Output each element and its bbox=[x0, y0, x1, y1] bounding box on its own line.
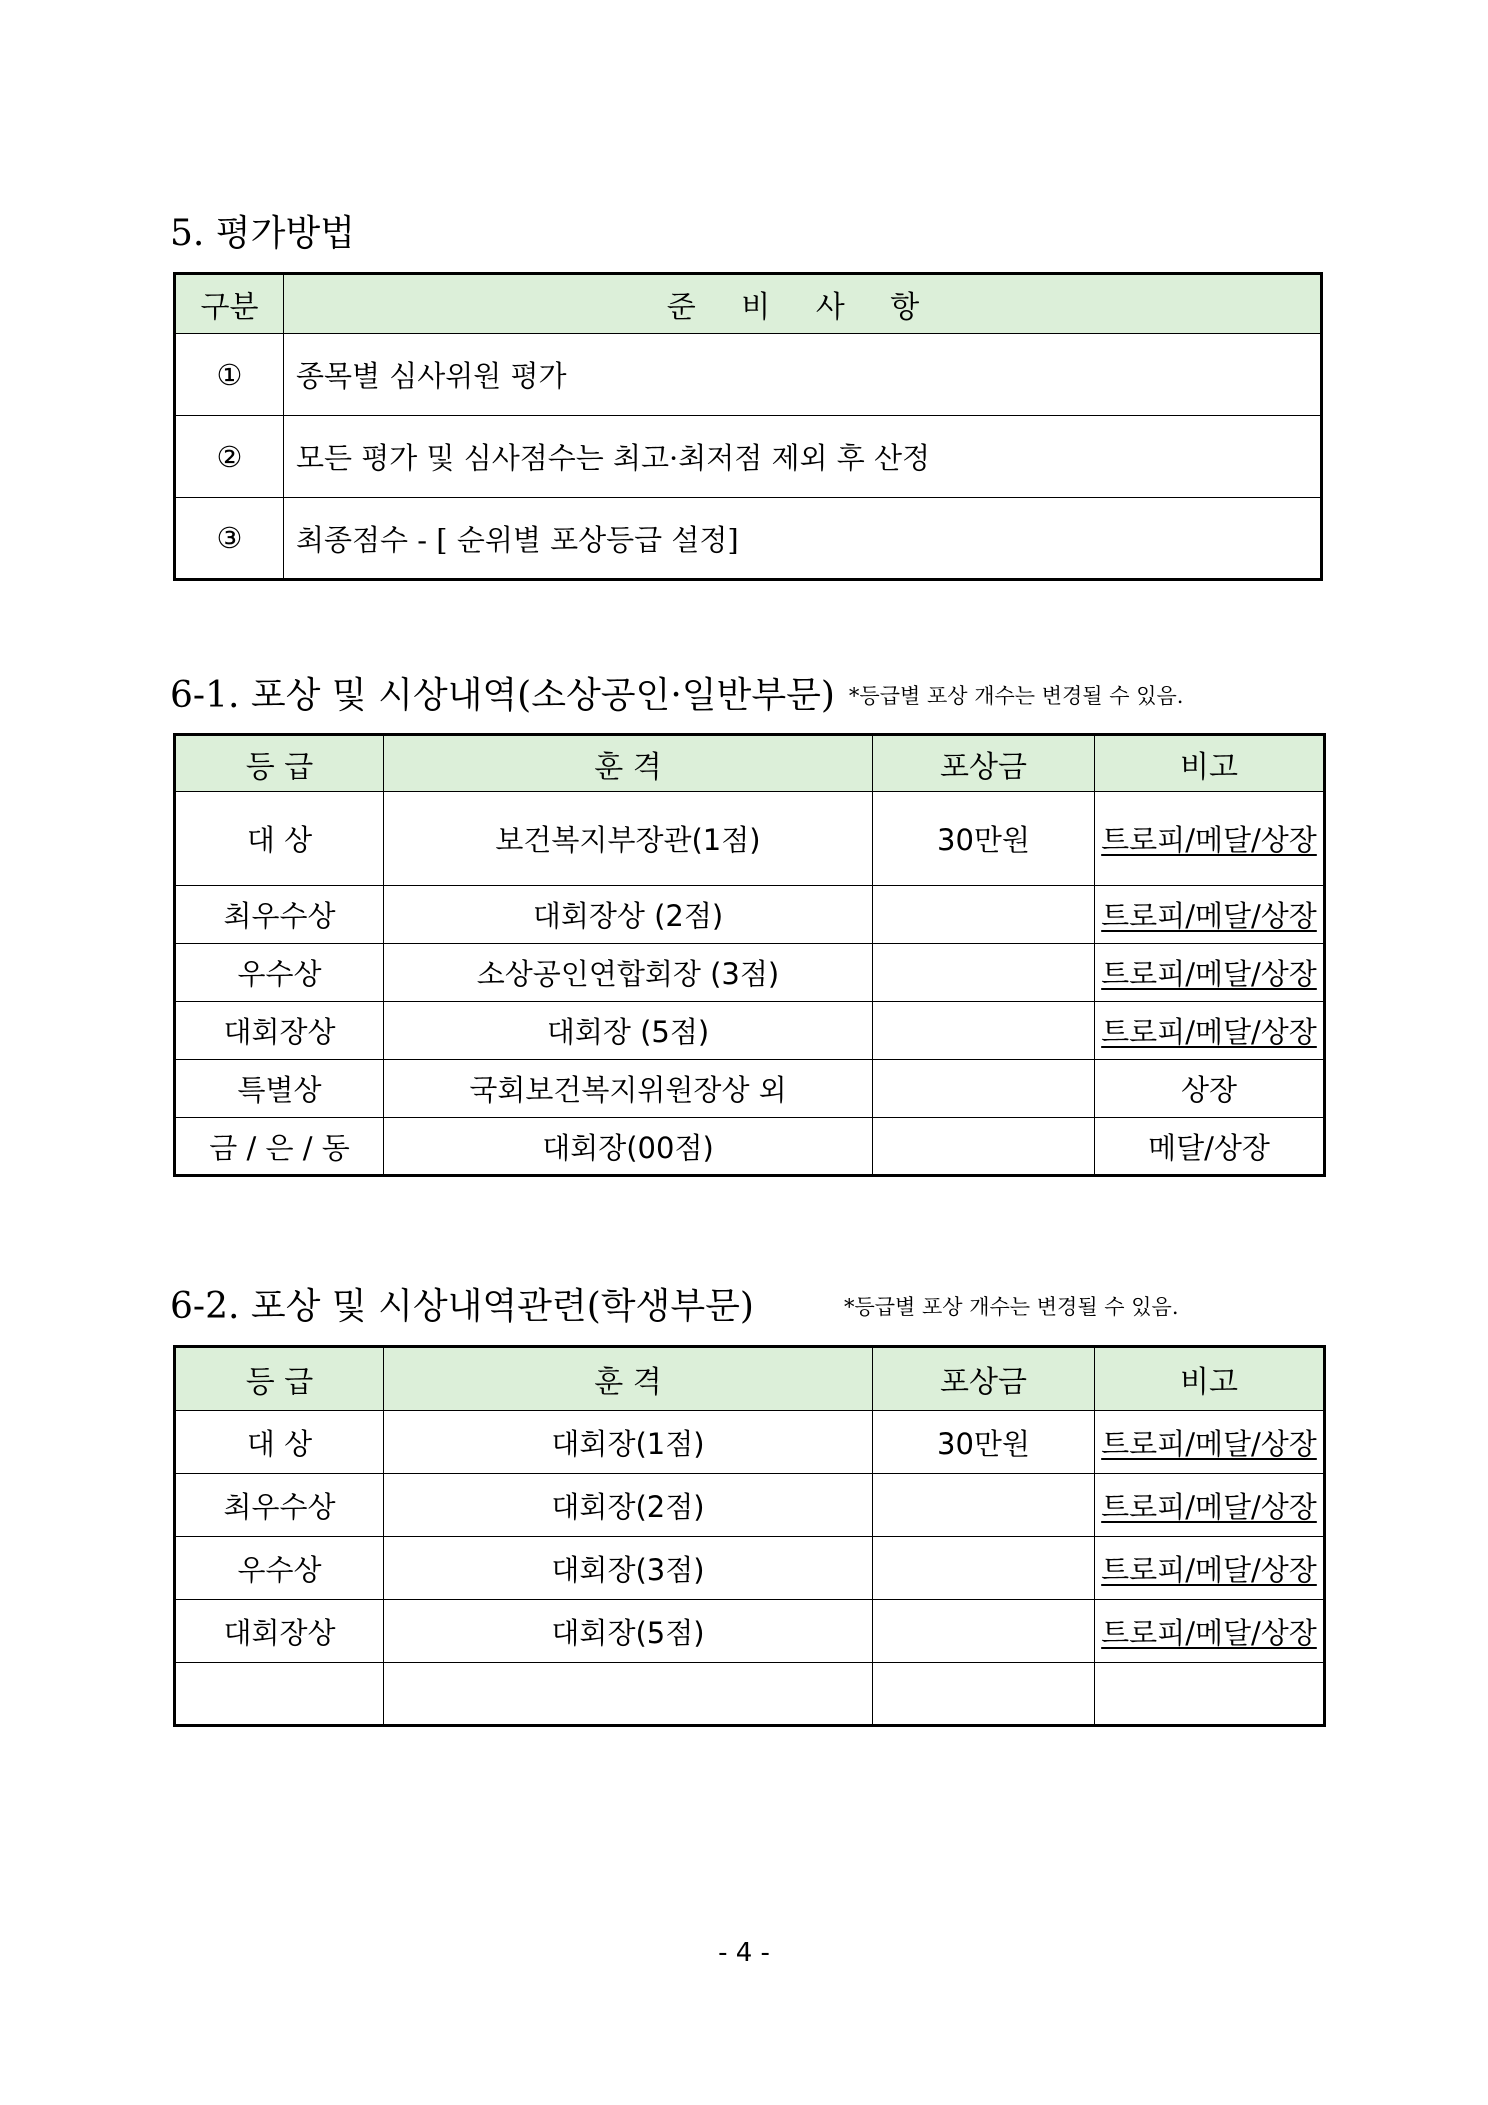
header-honor: 훈 격 bbox=[384, 735, 873, 792]
section-5-title: 5. 평가방법 bbox=[170, 213, 355, 254]
cell-remarks: 트로피/메달/상장 bbox=[1095, 1600, 1325, 1663]
cell-prize-money bbox=[873, 1663, 1095, 1726]
table-row bbox=[175, 1002, 1325, 1060]
header-remarks: 비고 bbox=[1095, 1347, 1325, 1411]
row-number: ② bbox=[175, 416, 284, 498]
section-6-1-title: 6-1. 포상 및 시상내역(소상공인·일반부문) bbox=[170, 675, 835, 716]
cell-remarks bbox=[1095, 1663, 1325, 1726]
cell-remarks: 트로피/메달/상장 bbox=[1095, 1411, 1325, 1474]
row-text: 종목별 심사위원 평가 bbox=[284, 334, 1322, 416]
cell-honor: 대회장(3점) bbox=[384, 1537, 873, 1600]
cell-grade: 우수상 bbox=[175, 944, 384, 1002]
section-6-2-title: 6-2. 포상 및 시상내역관련(학생부문) bbox=[170, 1286, 754, 1327]
table-header-row bbox=[175, 1347, 1325, 1411]
cell-remarks: 트로피/메달/상장 bbox=[1095, 886, 1325, 944]
cell-grade: 대회장상 bbox=[175, 1600, 384, 1663]
cell-remarks: 트로피/메달/상장 bbox=[1095, 1002, 1325, 1060]
cell-grade: 특별상 bbox=[175, 1060, 384, 1118]
cell-honor: 대회장(5점) bbox=[384, 1600, 873, 1663]
cell-remarks: 상장 bbox=[1095, 1060, 1325, 1118]
header-division: 구분 bbox=[175, 274, 284, 334]
cell-honor: 대회장(1점) bbox=[384, 1411, 873, 1474]
table-header-row bbox=[175, 274, 1322, 334]
cell-honor: 대회장상 (2점) bbox=[384, 886, 873, 944]
row-text: 최종점수 - [ 순위별 포상등급 설정] bbox=[284, 498, 1322, 580]
cell-honor: 소상공인연합회장 (3점) bbox=[384, 944, 873, 1002]
cell-prize-money bbox=[873, 944, 1095, 1002]
table-row bbox=[175, 1600, 1325, 1663]
cell-prize-money bbox=[873, 1537, 1095, 1600]
cell-grade bbox=[175, 1663, 384, 1726]
section-6-1-title-line bbox=[170, 667, 1183, 718]
table-row bbox=[175, 334, 1322, 416]
row-text: 모든 평가 및 심사점수는 최고·최저점 제외 후 산정 bbox=[284, 416, 1322, 498]
cell-grade: 대회장상 bbox=[175, 1002, 384, 1060]
cell-prize-money bbox=[873, 886, 1095, 944]
table-row bbox=[175, 944, 1325, 1002]
cell-remarks: 트로피/메달/상장 bbox=[1095, 1537, 1325, 1600]
cell-prize-money bbox=[873, 1600, 1095, 1663]
section-6-2-title-line bbox=[170, 1278, 1179, 1329]
cell-prize-money bbox=[873, 1474, 1095, 1537]
header-remarks: 비고 bbox=[1095, 735, 1325, 792]
table-row-empty bbox=[175, 1663, 1325, 1726]
cell-grade: 최우수상 bbox=[175, 1474, 384, 1537]
table-row bbox=[175, 792, 1325, 886]
header-prize-money: 포상금 bbox=[873, 735, 1095, 792]
table-header-row bbox=[175, 735, 1325, 792]
table-row bbox=[175, 1537, 1325, 1600]
table-row bbox=[175, 1411, 1325, 1474]
table-row bbox=[175, 1118, 1325, 1176]
page-number: - 4 - bbox=[718, 1938, 770, 1968]
award-table-student bbox=[173, 1345, 1326, 1727]
section-6-1-note: *등급별 포상 개수는 변경될 수 있음. bbox=[848, 684, 1184, 708]
cell-grade: 우수상 bbox=[175, 1537, 384, 1600]
header-preparation: 준 비 사 항 bbox=[284, 274, 1322, 334]
header-prize-money: 포상금 bbox=[873, 1347, 1095, 1411]
cell-honor: 국회보건복지위원장상 외 bbox=[384, 1060, 873, 1118]
cell-remarks: 트로피/메달/상장 bbox=[1095, 792, 1325, 886]
header-grade: 등 급 bbox=[175, 735, 384, 792]
cell-prize-money: 30만원 bbox=[873, 1411, 1095, 1474]
table-row bbox=[175, 498, 1322, 580]
cell-grade: 금 / 은 / 동 bbox=[175, 1118, 384, 1176]
cell-honor: 대회장(2점) bbox=[384, 1474, 873, 1537]
award-table-general bbox=[173, 733, 1326, 1177]
table-row bbox=[175, 1474, 1325, 1537]
evaluation-method-table bbox=[173, 272, 1323, 581]
section-6-2-note: *등급별 포상 개수는 변경될 수 있음. bbox=[843, 1295, 1179, 1319]
cell-grade: 최우수상 bbox=[175, 886, 384, 944]
row-number: ③ bbox=[175, 498, 284, 580]
table-row bbox=[175, 416, 1322, 498]
cell-honor: 대회장 (5점) bbox=[384, 1002, 873, 1060]
table-row bbox=[175, 886, 1325, 944]
cell-honor: 보건복지부장관(1점) bbox=[384, 792, 873, 886]
cell-remarks: 메달/상장 bbox=[1095, 1118, 1325, 1176]
cell-honor bbox=[384, 1663, 873, 1726]
cell-prize-money bbox=[873, 1118, 1095, 1176]
cell-prize-money: 30만원 bbox=[873, 792, 1095, 886]
cell-prize-money bbox=[873, 1060, 1095, 1118]
cell-grade: 대 상 bbox=[175, 1411, 384, 1474]
table-row bbox=[175, 1060, 1325, 1118]
header-honor: 훈 격 bbox=[384, 1347, 873, 1411]
cell-grade: 대 상 bbox=[175, 792, 384, 886]
cell-honor: 대회장(00점) bbox=[384, 1118, 873, 1176]
row-number: ① bbox=[175, 334, 284, 416]
header-grade: 등 급 bbox=[175, 1347, 384, 1411]
cell-remarks: 트로피/메달/상장 bbox=[1095, 1474, 1325, 1537]
cell-prize-money bbox=[873, 1002, 1095, 1060]
cell-remarks: 트로피/메달/상장 bbox=[1095, 944, 1325, 1002]
